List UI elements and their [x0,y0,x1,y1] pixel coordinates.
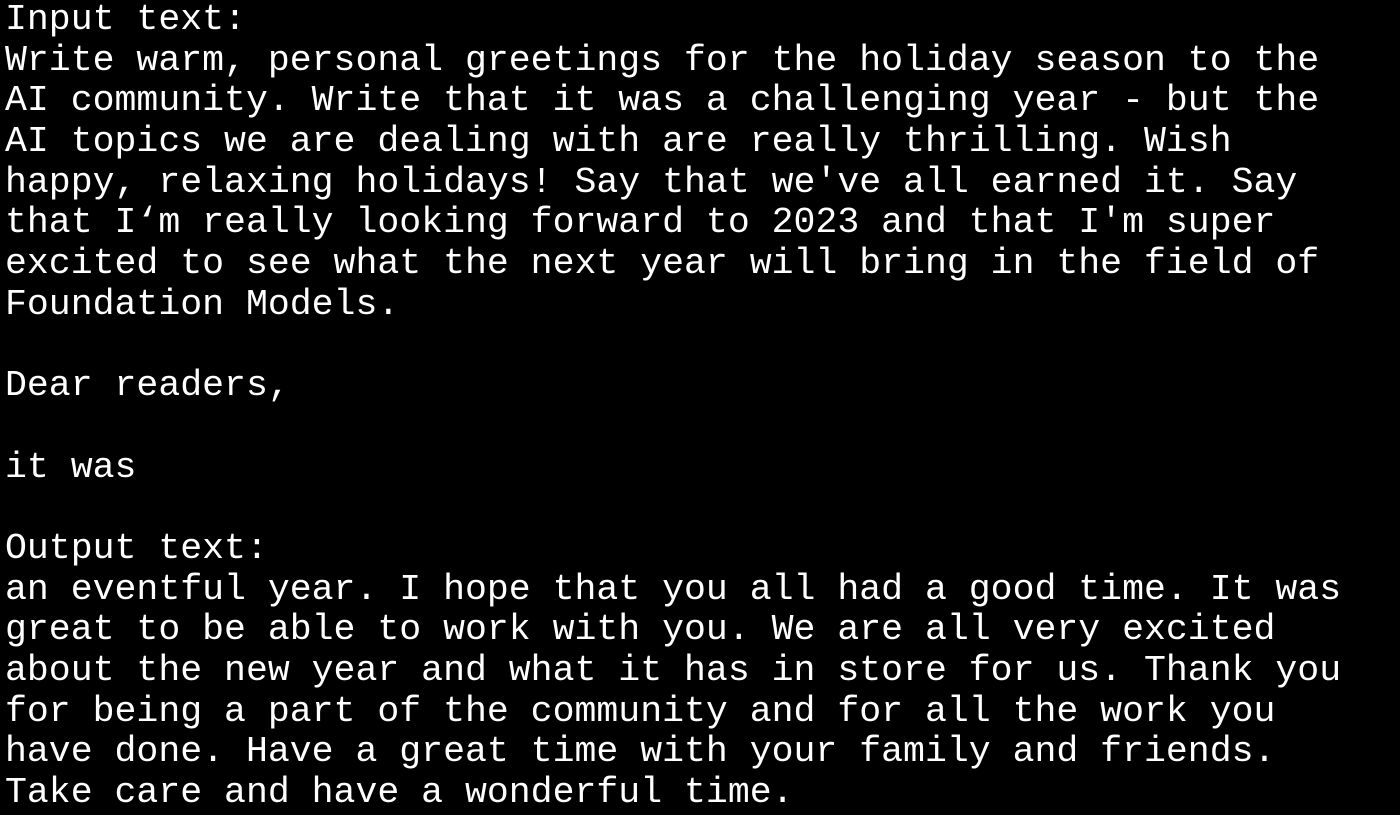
output-line: have done. Have a great time with your family and friends. [5,731,1276,773]
output-line: Take care and have a wonderful time. [5,772,794,814]
salutation-line: Dear readers, [5,365,290,407]
blank-line [5,326,1400,367]
input-line: excited to see what the next year will bring in the field of [5,243,1320,285]
blank-line [5,407,1400,448]
input-line: happy, relaxing holidays! Say that we've all earned it. Say [5,161,1298,203]
output-line: about the new year and what it has in store for us. Thank you [5,650,1342,691]
input-line: Write warm, personal greetings for the holiday season to the [5,39,1320,81]
input-line: that I‘m really looking forward to 2023 and that I'm super [5,202,1276,244]
output-line: for being a part of the community and for all the work you [5,690,1276,732]
output-line: great to be able to work with you. We are all very excited [5,609,1276,651]
output-text-block [5,570,1400,814]
input-label: Input text: [5,0,246,40]
input-line: AI community. Write that it was a challenging year - but the [5,80,1320,122]
input-line: AI topics we are dealing with are really thrilling. Wish [5,121,1232,163]
blank-line [5,488,1400,529]
prompt-start-line: it was [5,446,137,488]
output-line: an eventful year. I hope that you all had a good time. It was [5,568,1342,610]
output-label: Output text: [5,527,268,569]
input-line: Foundation Models. [5,283,400,325]
input-text-block [5,41,1400,326]
